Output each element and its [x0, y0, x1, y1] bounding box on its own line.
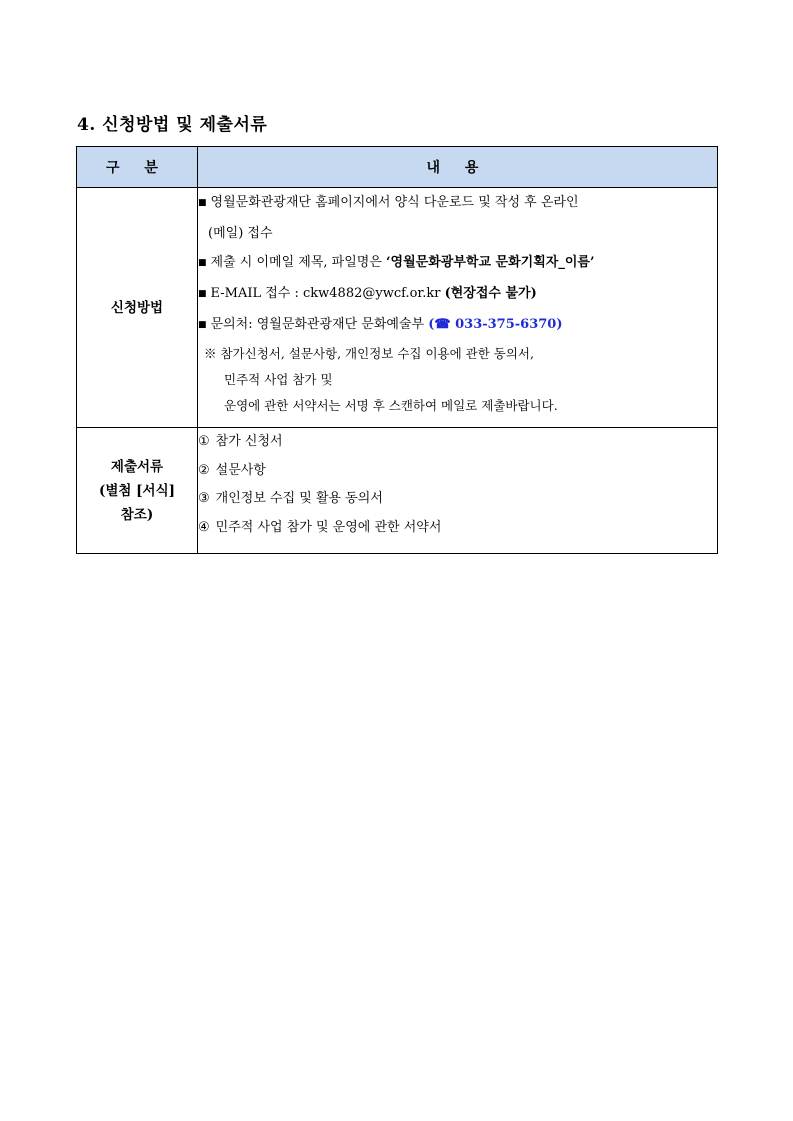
- table-row-documents: [77, 428, 718, 554]
- row-content-application-method: [198, 188, 718, 428]
- list-item-download-cont: (메일) 접수: [208, 226, 273, 241]
- list-item: ③ 개인정보 수집 및 활용 동의서: [198, 491, 383, 506]
- list-item-contact: ■ 문의처: 영월문화관광재단 문화예술부 (☎ 033-375-6370): [198, 317, 563, 332]
- square-bullet-icon: ■: [198, 198, 207, 208]
- row-label-application-method: 신청방법: [77, 188, 198, 428]
- square-bullet-icon: ■: [198, 258, 207, 268]
- section-title: 4. 신청방법 및 제출서류: [77, 115, 268, 135]
- square-bullet-icon: ■: [198, 289, 207, 299]
- note-line-2: 민주적 사업 참가 및: [224, 372, 333, 387]
- square-bullet-icon: ■: [198, 320, 207, 330]
- note-line-1: ※ 참가신청서, 설문사항, 개인정보 수집 이용에 관한 동의서,: [204, 346, 534, 361]
- row-content-documents: [198, 428, 718, 554]
- header-category: 구 분: [77, 147, 198, 188]
- list-item: ④ 민주적 사업 참가 및 운영에 관한 서약서: [198, 519, 442, 535]
- list-item: ② 설문사항: [198, 462, 266, 478]
- table-row-application-method: [77, 188, 718, 428]
- email-address-text: E-MAIL 접수 : ckw4882@ywcf.or.kr: [210, 286, 445, 301]
- table-header-row: [77, 147, 718, 188]
- email-subject-format: ‘영월문화광부학교 문화기획자_이름’: [386, 255, 595, 270]
- no-onsite-note: (현장접수 불가): [444, 286, 537, 301]
- list-item: ① 참가 신청서: [198, 434, 283, 449]
- list-item-email-subject: ■ 제출 시 이메일 제목, 파일명은 ‘영월문화광부학교 문화기획자_이름’: [198, 255, 595, 270]
- application-table: [76, 146, 718, 554]
- note-line-3: 운영에 관한 서약서는 서명 후 스캔하여 메일로 제출바랍니다.: [224, 398, 558, 413]
- list-item-email: [198, 279, 717, 310]
- phone-number: (☎ 033-375-6370): [428, 317, 563, 332]
- header-content: 내 용: [198, 147, 718, 188]
- row-label-documents: 제출서류 (별첨 [서식] 참조): [77, 428, 198, 554]
- list-item-download: ■ 영월문화관광재단 홈페이지에서 양식 다운로드 및 작성 후 온라인: [198, 195, 579, 210]
